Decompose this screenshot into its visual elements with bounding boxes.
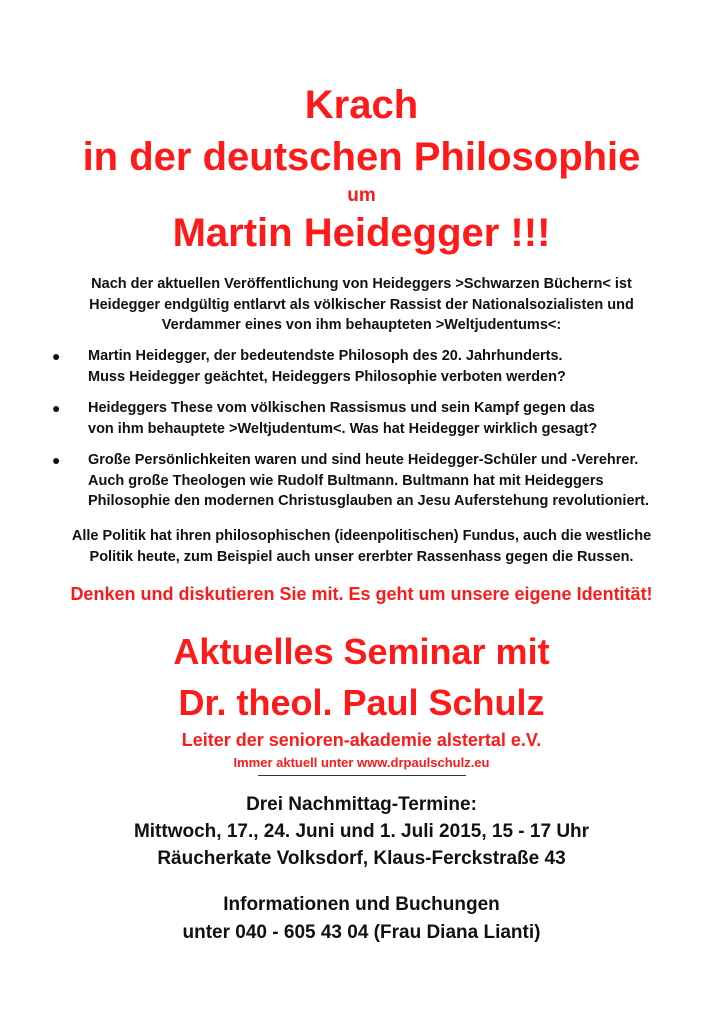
website-note: Immer aktuell unter www.drpaulschulz.eu [233, 755, 490, 770]
booking-block [0, 891, 723, 947]
speaker-role: Leiter der senioren-akademie alstertal e.V. [181, 730, 542, 750]
schedule-block [0, 791, 723, 872]
intro-line: Heidegger endgültig entlarvt als völkischer Rassist der Nationalsozialisten und [89, 296, 634, 313]
bullet-icon: ● [52, 452, 61, 468]
speaker-name: Dr. theol. Paul Schulz [178, 682, 545, 723]
headline-line-2: in der deutschen Philosophie [82, 135, 641, 179]
bullet-list [52, 346, 692, 523]
bullet-line: Philosophie den modernen Christusglauben an Jesu Auferstehung revolutioniert. [88, 493, 650, 509]
bullet-line: Muss Heidegger geächtet, Heideggers Philosophie verboten werden? [88, 368, 566, 385]
intro-line: Nach der aktuellen Veröffentlichung von Heideggers >Schwarzen Büchern< ist [91, 276, 632, 292]
bullet-line: von ihm behauptete >Weltjudentum<. Was hat Heidegger wirklich gesagt? [88, 420, 598, 437]
headline-line-1: Krach [304, 83, 419, 127]
bullet-item-1 [52, 346, 692, 387]
bullet-line: Auch große Theologen wie Rudolf Bultmann. Bultmann hat mit Heideggers [88, 472, 604, 489]
schedule-line: Drei Nachmittag-Termine: [246, 794, 477, 815]
divider-line [258, 775, 466, 776]
booking-line: unter 040 - 605 43 04 (Frau Diana Lianti) [182, 922, 541, 943]
schedule-line: Mittwoch, 17., 24. Juni und 1. Juli 2015, 15 - 17 Uhr [133, 821, 590, 842]
headline-connector: um [347, 185, 376, 206]
bullet-item-2 [52, 398, 692, 439]
bullet-line: Martin Heidegger, der bedeutendste Philosoph des 20. Jahrhunderts. [88, 348, 563, 364]
summary-line: Alle Politik hat ihren philosophischen (ideenpolitischen) Fundus, auch die westliche [71, 528, 652, 544]
bullet-line: Große Persönlichkeiten waren und sind heute Heidegger-Schüler und -Verehrer. [88, 452, 639, 468]
seminar-title: Aktuelles Seminar mit [173, 631, 550, 672]
call-to-action: Denken und diskutieren Sie mit. Es geht um unsere eigene Identität! [70, 584, 653, 604]
intro-line: Verdammer eines von ihm behaupteten >Weltjudentums<: [161, 317, 562, 333]
bullet-icon: ● [52, 400, 61, 416]
bullet-line: Heideggers These vom völkischen Rassismus und sein Kampf gegen das [88, 400, 595, 416]
intro-paragraph [0, 274, 723, 336]
summary-line: Politik heute, zum Beispiel auch unser ererbter Rassenhass gegen die Russen. [89, 549, 634, 565]
summary-paragraph [0, 526, 723, 568]
headline-line-3: Martin Heidegger !!! [172, 211, 551, 255]
schedule-line: Räucherkate Volksdorf, Klaus-Ferckstraße 43 [157, 848, 566, 869]
bullet-item-3 [52, 450, 692, 512]
booking-line: Informationen und Buchungen [223, 894, 500, 915]
bullet-icon: ● [52, 348, 61, 364]
